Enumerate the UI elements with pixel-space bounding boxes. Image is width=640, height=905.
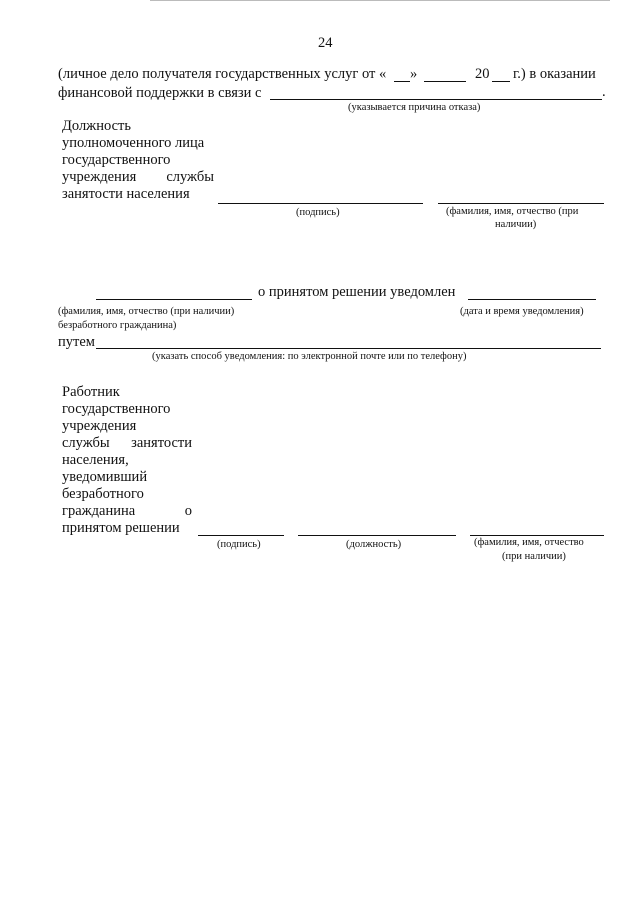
official-line-3: государственного: [62, 152, 171, 168]
datetime-blank[interactable]: [468, 299, 596, 300]
citizen-caption-1: (фамилия, имя, отчество (при наличии): [58, 306, 235, 317]
intro-line1-end: г.) в оказании: [513, 66, 596, 82]
worker-line-5: населения,: [62, 452, 129, 468]
worker-position-caption: (должность): [346, 539, 402, 550]
reason-blank[interactable]: [270, 99, 602, 100]
intro-line2: финансовой поддержки в связи с: [58, 85, 262, 101]
worker-line-2: государственного: [62, 401, 171, 417]
worker-line-1: Работник: [62, 384, 120, 400]
official-line-4: учреждения службы: [62, 169, 214, 185]
official-line-5: занятости населения: [62, 186, 190, 202]
official-name-blank[interactable]: [438, 203, 604, 204]
worker-position-blank[interactable]: [298, 535, 456, 536]
official-name-caption-2: наличии): [495, 219, 537, 230]
day-blank[interactable]: [394, 81, 410, 82]
method-blank[interactable]: [96, 348, 601, 349]
scan-top-edge: [150, 0, 610, 1]
worker-line-8: гражданина о: [62, 503, 192, 519]
method-label: путем: [58, 334, 95, 350]
method-caption: (указать способ уведомления: по электронной почте или по телефону): [152, 351, 467, 362]
datetime-caption: (дата и время уведомления): [460, 306, 584, 317]
reason-caption: (указывается причина отказа): [348, 102, 481, 113]
worker-line-3: учреждения: [62, 418, 137, 434]
official-line-1: Должность: [62, 118, 131, 134]
month-blank[interactable]: [424, 81, 466, 82]
worker-line-6: уведомивший: [62, 469, 148, 485]
worker-signature-blank[interactable]: [198, 535, 284, 536]
intro-line1-start: (личное дело получателя государственных услуг от «: [58, 66, 387, 82]
official-signature-caption: (подпись): [296, 207, 340, 218]
intro-line2-end: .: [602, 84, 606, 100]
official-name-caption-1: (фамилия, имя, отчество (при: [446, 206, 579, 217]
page-number: 24: [318, 35, 333, 51]
worker-signature-caption: (подпись): [217, 539, 261, 550]
official-title: [62, 118, 214, 203]
official-signature-blank[interactable]: [218, 203, 423, 204]
worker-name-caption-2: (при наличии): [502, 551, 566, 562]
worker-line-9: принятом решении: [62, 520, 180, 536]
official-line-2: уполномоченного лица: [62, 135, 205, 151]
intro-line1-quote: »: [410, 66, 418, 82]
citizen-name-blank[interactable]: [96, 299, 252, 300]
citizen-caption-2: безработного гражданина): [58, 320, 177, 331]
worker-title: [62, 384, 192, 537]
intro-line1-year: 20: [475, 66, 490, 82]
decision-text: о принятом решении уведомлен: [258, 284, 456, 300]
worker-name-caption-1: (фамилия, имя, отчество: [474, 537, 584, 548]
worker-line-4: службы занятости: [62, 435, 192, 451]
worker-line-7: безработного: [62, 486, 144, 502]
year-blank[interactable]: [492, 81, 510, 82]
